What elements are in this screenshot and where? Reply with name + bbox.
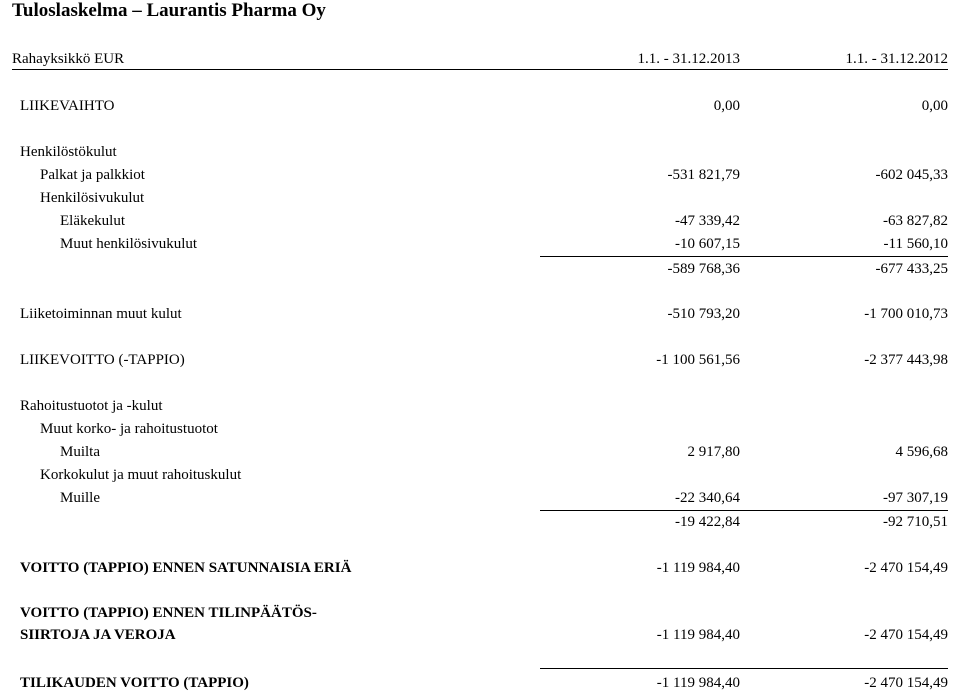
row-label-voitto-ennen-tilinpaatos-line2: SIIRTOJA JA VEROJA [20, 627, 176, 643]
row-label-muut-henkilosivukulut: Muut henkilösivukulut [60, 236, 198, 252]
value-2012-voitto-ennen-tilinpaatos: -2 470 154,49 [864, 627, 948, 643]
value-2012-voitto-ennen-satunnaisia: -2 470 154,49 [864, 560, 948, 576]
row-label-muille: Muille [60, 490, 100, 506]
value-2013-voitto-ennen-satunnaisia: -1 119 984,40 [656, 560, 740, 576]
value-2013-henkilostokulut-total: -589 768,36 [667, 261, 740, 277]
value-2012-liiketoiminnan-muut-kulut: -1 700 010,73 [864, 306, 948, 322]
row-label-liikevoitto: LIIKEVOITTO (-TAPPIO) [20, 352, 185, 368]
value-2013-elakekulut: -47 339,42 [675, 213, 740, 229]
header-divider [12, 69, 948, 70]
value-2013-tilikauden-voitto: -1 119 984,40 [656, 675, 740, 691]
value-2012-palkat: -602 045,33 [875, 167, 948, 183]
row-label-muilta: Muilta [60, 444, 100, 460]
row-label-palkat: Palkat ja palkkiot [40, 167, 145, 183]
row-label-liikevaihto: LIIKEVAIHTO [20, 98, 115, 114]
value-2012-tilikauden-voitto: -2 470 154,49 [864, 675, 948, 691]
value-2012-muilta: 4 596,68 [895, 444, 948, 460]
period-2012-header: 1.1. - 31.12.2012 [845, 51, 948, 67]
value-2013-voitto-ennen-tilinpaatos: -1 119 984,40 [656, 627, 740, 643]
value-2012-henkilostokulut-total: -677 433,25 [875, 261, 948, 277]
row-label-voitto-ennen-tilinpaatos-line1: VOITTO (TAPPIO) ENNEN TILINPÄÄTÖS- [20, 605, 317, 621]
row-label-henkilostokulut: Henkilöstökulut [20, 144, 117, 160]
value-2013-liikevoitto: -1 100 561,56 [656, 352, 740, 368]
row-label-tilikauden-voitto: TILIKAUDEN VOITTO (TAPPIO) [20, 675, 249, 691]
value-2013-palkat: -531 821,79 [667, 167, 740, 183]
value-2012-muut-henkilosivukulut: -11 560,10 [883, 236, 948, 252]
row-label-liiketoiminnan-muut-kulut: Liiketoiminnan muut kulut [20, 306, 182, 322]
row-label-rahoitustuotot-ja-kulut: Rahoitustuotot ja -kulut [20, 398, 163, 414]
currency-unit-label: Rahayksikkö EUR [12, 51, 125, 67]
row-label-henkilosivukulut: Henkilösivukulut [40, 190, 145, 206]
value-2013-liiketoiminnan-muut-kulut: -510 793,20 [667, 306, 740, 322]
row-label-elakekulut: Eläkekulut [60, 213, 125, 229]
value-2012-elakekulut: -63 827,82 [883, 213, 948, 229]
value-2013-muilta: 2 917,80 [687, 444, 740, 460]
row-label-korkokulut: Korkokulut ja muut rahoituskulut [40, 467, 242, 483]
value-2013-muille: -22 340,64 [675, 490, 740, 506]
value-2012-rahoitus-total: -92 710,51 [883, 514, 948, 530]
value-2012-liikevoitto: -2 377 443,98 [864, 352, 948, 368]
period-2013-header: 1.1. - 31.12.2013 [637, 51, 740, 67]
value-2013-rahoitus-total: -19 422,84 [675, 514, 740, 530]
value-2012-muille: -97 307,19 [883, 490, 948, 506]
value-2012-liikevaihto: 0,00 [921, 98, 948, 114]
row-label-voitto-ennen-satunnaisia: VOITTO (TAPPIO) ENNEN SATUNNAISIA ERIÄ [20, 560, 352, 576]
page-title: Tuloslaskelma – Laurantis Pharma Oy [12, 0, 326, 21]
subtotal-divider-henkilostokulut [540, 256, 948, 257]
total-divider-tilikauden-voitto [540, 668, 948, 669]
row-label-muut-korko: Muut korko- ja rahoitustuotot [40, 421, 218, 437]
value-2013-muut-henkilosivukulut: -10 607,15 [675, 236, 740, 252]
subtotal-divider-rahoitus [540, 510, 948, 511]
value-2013-liikevaihto: 0,00 [713, 98, 740, 114]
